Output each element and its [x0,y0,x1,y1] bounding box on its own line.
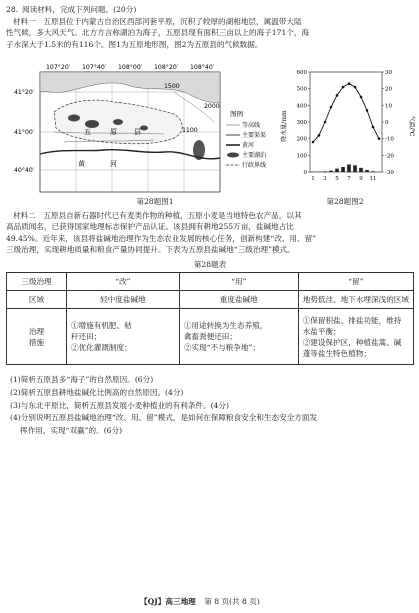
legend-title: 图例 [230,110,243,118]
lake [140,126,148,131]
subquestion: (4)分别说明五原县盐碱地治理“改、用、留”模式，是如何在保障粮食安全和生态安全方面发 [10,413,318,423]
right-axis-tick: 20 [385,86,392,93]
table-header-cell: “改” [66,273,179,291]
right-axis-tick: -30 [385,170,394,176]
measure-line: ①保留积盐、排盐功能，维持 [302,315,402,325]
table-row [7,273,414,291]
left-axis-tick: 200 [296,136,307,143]
yellow-river [40,150,220,159]
table-header-cell: 三级治理 [7,273,67,291]
right-axis-tick: 0 [385,120,389,126]
precipitation-bar [359,168,363,172]
left-axis-tick: 600 [296,70,307,76]
y-axis-label-right: 气温/℃ [408,115,415,137]
map-label: 原 [110,128,117,136]
table-row [7,309,414,365]
legend-item: 主要渠渠 [242,132,267,139]
governance-table [6,272,414,365]
precipitation-bar [365,170,369,172]
temperature-point [360,96,363,99]
x-axis-tick: 3 [323,176,327,182]
measure-line: 禽畜粪便还田； [183,332,237,341]
temperature-point [324,121,327,124]
material-two-line: 三级治理，实现耕地质量和粮食产量协同提升。下表为五原县盐碱地“三级治理”模式。 [6,245,295,255]
temperature-point [330,106,333,109]
measure-line: ①增施有机肥、秸 [70,321,132,330]
table-row [7,291,414,309]
x-axis-tick: 1 [311,176,315,182]
subquestion: (1)简析五原县多“海子”的自然原因。(6分) [10,375,154,384]
precipitation-bar [371,171,375,172]
material-one [6,16,413,50]
lake [68,115,80,122]
material-two [6,210,413,256]
table-cell [7,309,67,365]
y-axis-label-left: 降水量/mm [281,110,288,142]
footer-brand: 【QJ】高三地理 [140,597,196,606]
precipitation-bar [329,171,333,172]
material-two-line: 材料二 五原县自新石器时代已有麦类作物的种植，五原小麦是当地特色农产品，以其 [13,211,302,220]
precipitation-bar [353,165,357,172]
temperature-point [378,137,381,140]
temperature-point [336,94,339,97]
map-label: 五 [84,128,91,136]
terrain-map [14,62,274,194]
measures-label: 治理 [28,326,45,336]
legend-item: 行政界线 [242,162,267,169]
lake [113,119,123,125]
contour-label: 1100 [182,127,198,134]
x-axis-tick: 9 [359,176,363,182]
map-label: 黄 [78,160,85,168]
lon-tick: 107°40′ [82,64,107,71]
subquestions [10,374,414,438]
legend-item: 等高线 [242,122,261,129]
footer-page: 第 8 页(共 8 页) [204,597,260,606]
table-header-cell: “用” [179,273,298,291]
temperature-point [372,126,375,129]
lon-tick: 107°20′ [46,64,71,71]
measure-line: ②优化灌溉制度； [70,343,132,352]
material-two-line: 高品质闻名，已获得国家地理标志保护产品认证。该县拥有耕地255万亩，盐碱地占比 [6,222,294,232]
precipitation-bar [323,171,327,172]
table-cell [179,309,298,365]
x-axis-tick: 7 [347,176,351,182]
table-cell [66,309,179,365]
footer [140,596,260,607]
question-prompt: 阅读材料，完成下列问题。(20分) [22,5,137,14]
lon-tick: 108°40′ [190,64,215,71]
temperature-point [318,134,321,137]
measure-line: 秆还田； [70,332,102,341]
precipitation-bar [341,167,345,172]
measure-line: ①用途转换为生态养殖， [183,321,268,330]
temperature-point [366,109,369,112]
temperature-line [313,84,379,142]
right-axis-tick: 30 [385,70,392,76]
subquestion: (3)与东北平原比，简析五原县发展小麦种植业的有利条件。(4分) [10,400,229,410]
precipitation-bar [335,169,339,172]
left-axis-tick: 100 [296,153,307,160]
left-axis-tick: 500 [296,86,307,93]
table-cell: 轻中度盐碱地 [66,291,179,309]
lat-tick: 40°40′ [14,167,35,174]
temperature-point [342,86,345,89]
left-axis-tick: 300 [296,120,307,126]
measure-line: ②实现“不与粮争地”； [183,343,260,352]
right-axis-tick: -10 [385,136,394,143]
material-two-line: 49.45%。近年来，该县将盐碱地治理作为生态农业发展的核心任务，创新构建“改、用、留” [6,233,317,243]
precipitation-bar [347,165,351,173]
left-axis-tick: 400 [296,103,307,110]
figure-2-caption: 第28题图2 [326,197,364,206]
table-cell [298,309,413,365]
table-cell: 区域 [7,291,67,309]
x-axis-tick: 5 [335,176,339,182]
x-axis-tick: 11 [369,176,377,182]
right-axis-tick: 10 [385,103,392,110]
figure-1-caption: 第28题图1 [136,197,174,206]
subquestion: (2)简析五原县耕地盐碱化比例高的自然原因。(4分) [10,387,184,397]
legend-swatch [227,153,239,158]
lon-tick: 108°00′ [118,64,143,71]
subquestion: 挥作用，实现“双赢”的。(6分) [20,426,123,436]
right-axis-tick: -20 [385,153,394,160]
left-axis-tick: 0 [303,170,307,176]
table-cell: 重度盐碱地 [179,291,298,309]
measure-line: 蓬等盐生特色植物； [302,348,372,358]
measure-line: 水盐平衡； [302,326,341,336]
map-label: 河 [110,160,117,168]
mountain-area [40,72,220,102]
temperature-point [348,82,351,85]
table-cell: 地势低洼、地下水埋深浅的区域 [298,291,413,309]
question-number: 28. [6,5,19,14]
material-one-line: 材料一 五原县位于内蒙古自治区西部河套平原，沉积了较厚的湖相地层，属温带大陆 [13,17,302,26]
climate-chart-figure [282,66,414,194]
table-header-cell: “留” [298,273,413,291]
temperature-point [312,141,315,144]
legend-item: 主要湖泊 [242,152,267,159]
contour-label: 1500 [164,83,180,90]
measure-line: ②建设保护区，种植盐蒿、碱 [302,337,402,347]
terrain-map-figure [14,62,274,194]
legend-item: 黄河 [242,142,255,149]
measures-label: 措施 [28,337,45,347]
lon-tick: 108°20′ [154,64,179,71]
lat-tick: 41°20′ [14,89,35,96]
material-one-line: 性气候，多大风天气。北方方言称湖泊为海子，五原县现有面积三亩以上的海子171个，海 [6,28,310,38]
map-label: 县 [134,128,141,136]
climate-chart [282,66,414,194]
contour-label: 2000 [204,103,220,110]
lake [85,120,99,128]
table-title: 第28题表 [193,260,227,269]
lat-tick: 41°00′ [14,129,35,136]
temperature-point [354,86,357,89]
material-one-line: 子水深大于1.5米的有116个。图1为五原地形图，图2为五原县的气候数据。 [6,39,263,49]
